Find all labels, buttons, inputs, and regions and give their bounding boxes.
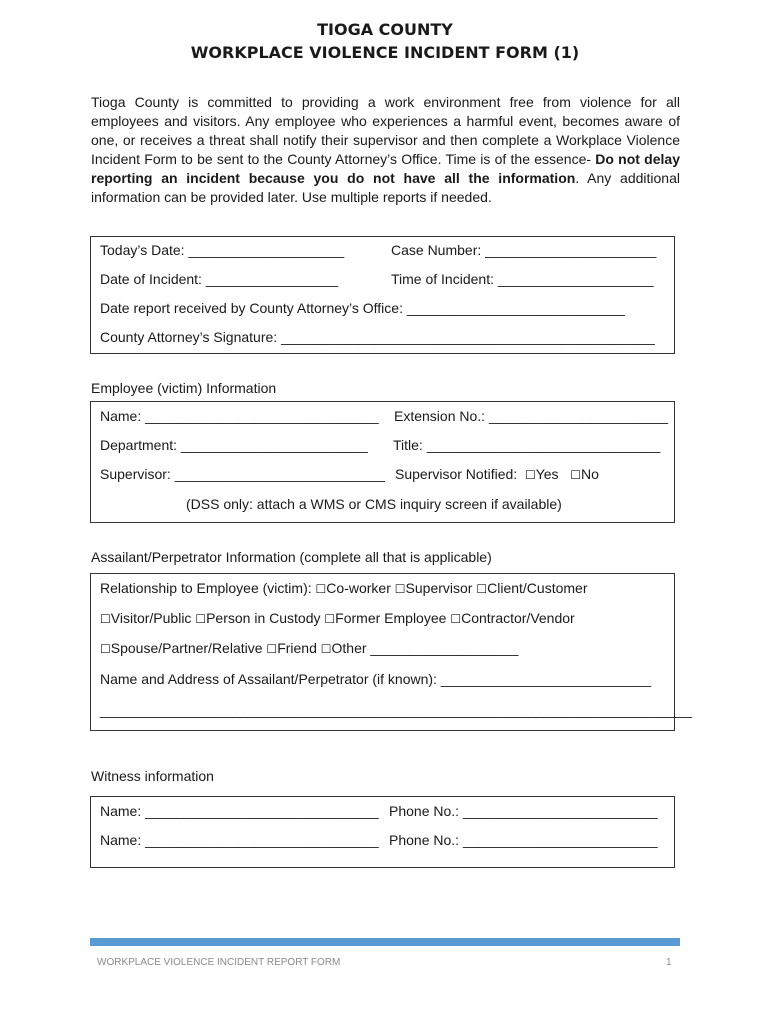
date-received-field[interactable]: Date report received by County Attorney’s Office: ____________________________ xyxy=(100,300,625,316)
option-contractor: Contractor/Vendor xyxy=(461,610,575,626)
relationship-row-3 xyxy=(100,640,518,656)
yes-label: Yes xyxy=(535,466,559,482)
footer-title: WORKPLACE VIOLENCE INCIDENT REPORT FORM xyxy=(97,957,341,968)
intro-bold-text: Do not delay reporting an incident because you do not have all the information xyxy=(91,150,680,186)
relationship-row-2 xyxy=(100,610,575,626)
time-of-incident-field[interactable]: Time of Incident: ____________________ xyxy=(391,271,654,287)
footer-bar xyxy=(90,938,680,946)
assailant-section-title: Assailant/Perpetrator Information (complete all that is applicable) xyxy=(91,549,492,565)
form-title-county: TIOGA COUNTY xyxy=(317,20,453,39)
checkbox-custody-icon[interactable]: ☐ xyxy=(195,612,207,626)
extension-field[interactable]: Extension No.: _______________________ xyxy=(394,408,669,424)
title-field[interactable]: Title: ______________________________ xyxy=(393,437,661,453)
supervisor-notified-label: Supervisor Notified: xyxy=(395,466,518,482)
department-field[interactable]: Department: ________________________ xyxy=(100,437,368,453)
checkbox-no-icon[interactable]: ☐ xyxy=(570,468,581,482)
form-title: WORKPLACE VIOLENCE INCIDENT FORM (1) xyxy=(190,43,580,62)
checkbox-contractor-icon[interactable]: ☐ xyxy=(450,612,462,626)
todays-date-field[interactable]: Today’s Date: ____________________ xyxy=(100,242,345,258)
witness-1-name-field[interactable]: Name: ______________________________ xyxy=(100,803,379,819)
checkbox-visitor-icon[interactable]: ☐ xyxy=(100,612,111,626)
checkbox-client-icon[interactable]: ☐ xyxy=(476,582,488,596)
option-coworker: Co-worker xyxy=(326,580,391,596)
assailant-blank-line[interactable]: ____________________________________________________________________________ xyxy=(100,702,692,718)
checkbox-supervisor-icon[interactable]: ☐ xyxy=(394,582,406,596)
supervisor-notified xyxy=(395,466,599,482)
assailant-name-address-field[interactable]: Name and Address of Assailant/Perpetrator (if known): ___________________________ xyxy=(100,671,652,687)
dss-note: (DSS only: attach a WMS or CMS inquiry screen if available) xyxy=(186,496,562,512)
option-friend: Friend xyxy=(277,640,317,656)
option-client: Client/Customer xyxy=(487,580,588,596)
witness-2-phone-field[interactable]: Phone No.: _________________________ xyxy=(389,832,658,848)
option-spouse: Spouse/Partner/Relative xyxy=(110,640,263,656)
witness-section-title: Witness information xyxy=(91,768,214,784)
intro-text-end: . Any additional information can be provided later. Use multiple reports if needed. xyxy=(91,169,680,205)
checkbox-former-employee-icon[interactable]: ☐ xyxy=(324,612,336,626)
page-number: 1 xyxy=(666,957,672,968)
checkbox-spouse-icon[interactable]: ☐ xyxy=(100,642,111,656)
option-former-employee: Former Employee xyxy=(335,610,447,626)
witness-1-phone-field[interactable]: Phone No.: _________________________ xyxy=(389,803,658,819)
relationship-label: Relationship to Employee (victim): xyxy=(100,580,312,596)
intro-text: Tioga County is committed to providing a work environment free from violence for all employees and visitors. Any employee who experiences a harmful event, becomes aware of one, or receives a threat shall notify their supervisor and then complete a Workplace Violence Incident Form to be sent to the County Attorney’s Office. Time is of the essence- xyxy=(91,94,680,167)
employee-section-title: Employee (victim) Information xyxy=(91,380,277,396)
checkbox-yes-icon[interactable]: ☐ xyxy=(524,468,536,482)
checkbox-coworker-icon[interactable]: ☐ xyxy=(315,582,327,596)
option-visitor: Visitor/Public xyxy=(110,610,192,626)
checkbox-friend-icon[interactable]: ☐ xyxy=(266,642,278,656)
option-other[interactable]: Other ___________________ xyxy=(331,640,519,656)
witness-2-name-field[interactable]: Name: ______________________________ xyxy=(100,832,379,848)
checkbox-other-icon[interactable]: ☐ xyxy=(320,642,332,656)
supervisor-field[interactable]: Supervisor: ___________________________ xyxy=(100,466,385,482)
case-number-field[interactable]: Case Number: ______________________ xyxy=(391,242,657,258)
no-label: No xyxy=(581,466,599,482)
attorney-signature-field[interactable]: County Attorney’s Signature: ________________________________________________ xyxy=(100,329,655,345)
option-supervisor: Supervisor xyxy=(405,580,473,596)
intro-paragraph xyxy=(91,93,680,206)
relationship-row-1 xyxy=(100,580,587,596)
employee-name-field[interactable]: Name: ______________________________ xyxy=(100,408,379,424)
option-custody: Person in Custody xyxy=(206,610,321,626)
date-of-incident-field[interactable]: Date of Incident: _________________ xyxy=(100,271,339,287)
